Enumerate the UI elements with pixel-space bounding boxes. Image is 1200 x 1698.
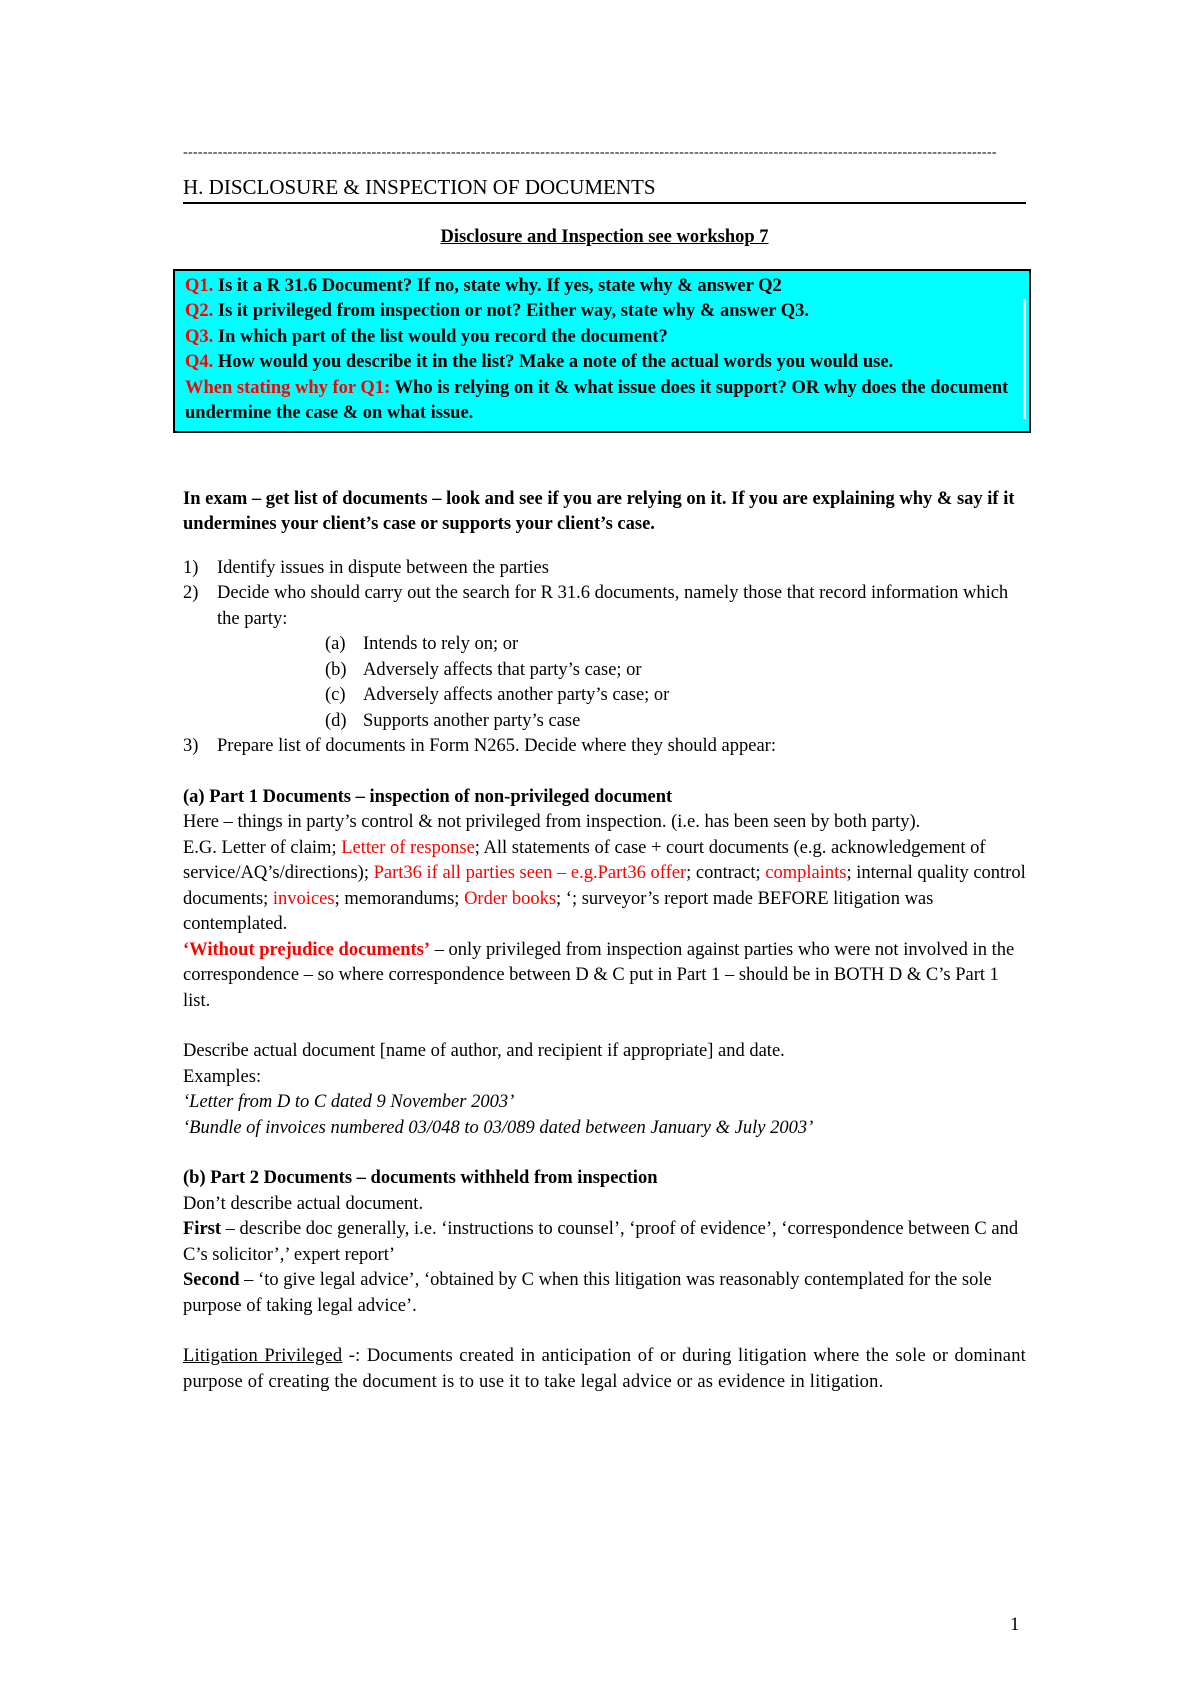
substep-number: (c) [325,685,346,705]
q2-text: Is it privileged from inspection or not? Either way, state why & answer Q3. [213,301,810,321]
when-label: When stating why for Q1: [185,377,391,398]
substep-text: Intends to rely on; or [363,634,519,654]
eg-highlight: Part36 if all parties seen – e.g.Part36 offer [373,863,687,883]
step-text: Identify issues in dispute between the parties [217,557,549,578]
substep-text: Adversely affects that party’s case; or [363,659,642,680]
part2-second [183,1268,1026,1319]
substep-item [325,683,1026,709]
question-q3 [185,325,1029,351]
substep-number: (b) [325,659,347,680]
q4-text: How would you describe it in the list? Make a note of the actual words you would use. [213,352,894,372]
substep-text: Supports another party’s case [363,710,581,731]
step-item [183,556,1026,582]
question-when [185,376,1029,427]
eg-highlight: invoices [272,888,335,909]
substep-text: Adversely affects another party’s case; or [363,685,670,705]
step-number: 1) [183,557,199,578]
step-number: 2) [183,583,199,603]
part2-first [183,1217,1026,1268]
part1-examples-paragraph [183,836,1026,938]
without-prejudice-text: – only privileged from inspection against parties who were not involved in the correspondence – so where correspondence between D & C put in Part 1 – should be in BOTH D & C’s Part 1 list. [183,939,1015,1011]
first-label: First [183,1219,222,1239]
eg-text: ; ‘; surveyor’s report made BEFORE litigation was contemplated. [183,888,934,934]
part1-heading: (a) Part 1 Documents – inspection of non-privileged document [183,786,673,807]
describe-paragraph: Describe actual document [name of author, and recipient if appropriate] and date. [183,1041,785,1061]
step-number: 3) [183,736,199,756]
dashed-separator: -------------------------------------------------------------------------------------------------------------------------------------------------------------------- [183,146,997,160]
eg-highlight: Order books [464,888,557,909]
part1-here: Here – things in party’s control & not privileged from inspection. (i.e. has been seen by both party). [183,812,921,832]
question-q2 [185,299,1029,325]
workshop-subtitle: Disclosure and Inspection see workshop 7 [440,227,769,247]
section-heading: H. DISCLOSURE & INSPECTION OF DOCUMENTS [183,174,1026,204]
q4-label: Q4. [185,352,214,372]
second-label: Second [183,1270,240,1290]
eg-highlight: complaints [765,863,847,883]
eg-text: ; contract; [686,863,766,883]
q1-label: Q1. [185,275,214,296]
page-content [183,146,1026,1395]
litigation-privilege-paragraph [183,1344,1026,1395]
when-text: Who is relying on it & what issue does it support? OR why does the document undermine the case & on what issue. [185,377,1009,423]
q2-label: Q2. [185,301,214,321]
step-text: Decide who should carry out the search for R 31.6 documents, namely those that record information which the party: [217,583,1009,629]
eg-text: E.G. Letter of claim; [183,837,342,858]
q1-text: Is it a R 31.6 Document? If no, state why. If yes, state why & answer Q2 [213,275,782,296]
examples-label: Examples: [183,1066,262,1087]
substep-item [325,658,1026,684]
part2-dont: Don’t describe actual document. [183,1193,424,1214]
example-1: ‘Letter from D to C dated 9 November 2003’ [183,1092,515,1112]
question-box [173,269,1031,433]
q3-label: Q3. [185,326,214,347]
step-item [183,581,1026,734]
question-q1 [185,274,1029,300]
question-q4 [185,350,1029,376]
first-text: – describe doc generally, i.e. ‘instructions to counsel’, ‘proof of evidence’, ‘correspondence between C and C’s solicitor’,’ expert report’ [183,1219,1019,1265]
box-highlight-bar [1023,299,1026,419]
q3-text: In which part of the list would you record the document? [213,326,668,347]
substep-number: (d) [325,710,347,731]
step-item [183,734,1026,760]
steps-list [183,556,1026,760]
exam-note: In exam – get list of documents – look and see if you are relying on it. If you are explaining why & say if it undermines your client’s case or supports your client’s case. [183,488,1015,534]
without-prejudice-label: ‘Without prejudice documents’ [183,939,431,960]
page-number: 1 [1010,1614,1020,1635]
step-text: Prepare list of documents in Form N265. Decide where they should appear: [217,736,776,756]
substep-number: (a) [325,634,346,654]
substep-item [325,632,1026,658]
eg-text: ; memorandums; [334,888,465,909]
without-prejudice-paragraph [183,938,1026,1015]
litigation-label: Litigation Privileged [183,1346,343,1366]
litigation-text: -: Documents created in anticipation of or during litigation where the sole or dominant purpose of creating the document is to use it to take legal advice or as evidence in litigation. [183,1346,1027,1392]
second-text: – ‘to give legal advice’, ‘obtained by C when this litigation was reasonably contemplated for the sole purpose of taking legal advice’. [183,1270,992,1316]
substep-item [325,709,1026,735]
example-2: ‘Bundle of invoices numbered 03/048 to 03/089 dated between January & July 2003’ [183,1117,814,1138]
substeps-list [217,632,1026,734]
part2-heading: (b) Part 2 Documents – documents withheld from inspection [183,1168,658,1188]
eg-text: ; internal quality control documents; [183,863,1026,909]
eg-highlight: Letter of response [341,837,475,858]
eg-text: ; All statements of case + court documents (e.g. acknowledgement of service/AQ’s/directions); [183,837,986,883]
